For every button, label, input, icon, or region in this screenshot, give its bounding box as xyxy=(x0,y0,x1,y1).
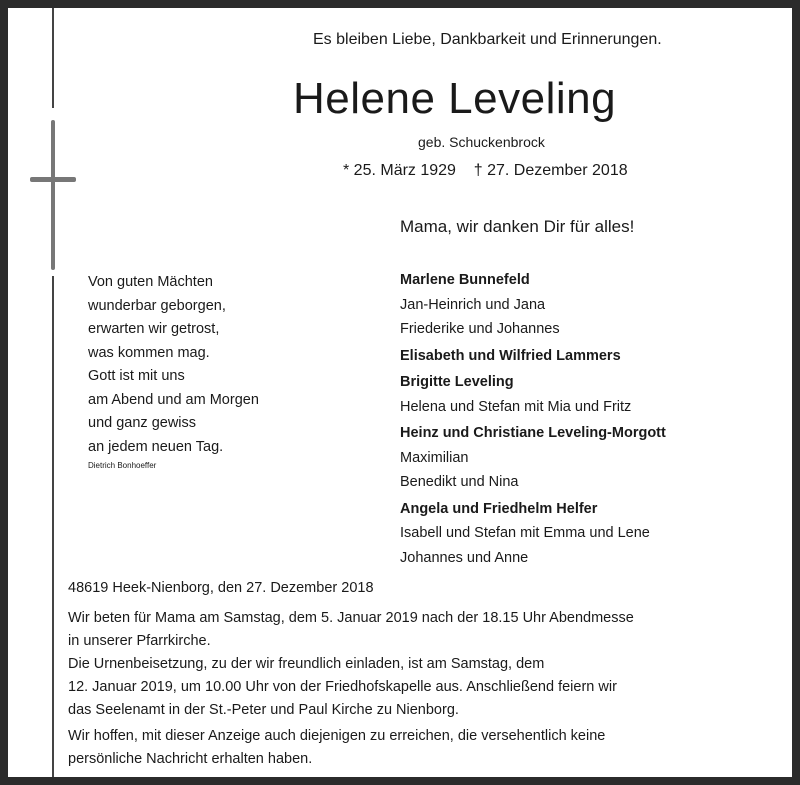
motto: Es bleiben Liebe, Dankbarkeit und Erinnerungen. xyxy=(313,31,662,48)
family-head: Marlene Bunnefeld xyxy=(400,272,530,288)
notice-line: Wir hoffen, mit dieser Anzeige auch diejenigen zu erreichen, die versehentlich keine xyxy=(68,728,606,744)
poem-line: am Abend und am Morgen xyxy=(88,391,259,408)
poem xyxy=(88,271,259,459)
poem-line: Gott ist mit uns xyxy=(88,368,185,384)
poem-line: was kommen mag. xyxy=(88,344,210,361)
family-head: Angela und Friedhelm Helfer xyxy=(400,500,598,517)
family-member: Maximilian xyxy=(400,449,469,466)
place-date: 48619 Heek-Nienborg, den 27. Dezember 2018 xyxy=(68,580,374,596)
notice-line: 12. Januar 2019, um 10.00 Uhr von der Friedhofskapelle aus. Anschließend feiern wir xyxy=(68,679,617,695)
border-line-bottom xyxy=(52,276,54,777)
family-member: Helena und Stefan mit Mia und Fritz xyxy=(400,398,632,415)
cross-icon-bar xyxy=(30,177,76,182)
thanks-line: Mama, wir danken Dir für alles! xyxy=(400,217,635,236)
birth-name: geb. Schuckenbrock xyxy=(418,134,545,150)
notice-line: Wir beten für Mama am Samstag, dem 5. Januar 2019 nach der 18.15 Uhr Abendmesse xyxy=(68,610,634,626)
notice-line: das Seelenamt in der St.-Peter und Paul Kirche zu Nienborg. xyxy=(68,702,459,718)
deceased-name: Helene Leveling xyxy=(293,74,617,123)
family-member: Friederike und Johannes xyxy=(400,321,560,337)
poem-line: wunderbar geborgen, xyxy=(88,297,226,314)
poem-line: erwarten wir getrost, xyxy=(88,321,220,337)
obituary-page xyxy=(8,8,792,777)
family-member: Isabell und Stefan mit Emma und Lene xyxy=(400,525,650,541)
border-line-top xyxy=(52,8,54,108)
poem-line: an jedem neuen Tag. xyxy=(88,438,224,455)
life-dates: * 25. März 1929 † 27. Dezember 2018 xyxy=(343,162,628,179)
notice-line: persönliche Nachricht erhalten haben. xyxy=(68,751,313,767)
poem-line: und ganz gewiss xyxy=(88,415,197,431)
poem-author: Dietrich Bonhoeffer xyxy=(88,461,157,470)
cross-icon xyxy=(51,120,55,270)
family-head: Elisabeth und Wilfried Lammers xyxy=(400,347,621,364)
funeral-notice xyxy=(68,607,634,771)
poem-line: Von guten Mächten xyxy=(88,274,213,290)
family-head: Brigitte Leveling xyxy=(400,374,514,390)
family-head: Heinz und Christiane Leveling-Morgott xyxy=(400,425,666,441)
family-list xyxy=(400,268,666,570)
notice-line: Die Urnenbeisetzung, zu der wir freundlich einladen, ist am Samstag, dem xyxy=(68,656,545,672)
family-member: Jan-Heinrich und Jana xyxy=(400,296,546,313)
family-member: Johannes und Anne xyxy=(400,549,529,566)
family-member: Benedikt und Nina xyxy=(400,474,519,490)
notice-line: in unserer Pfarrkirche. xyxy=(68,633,211,649)
